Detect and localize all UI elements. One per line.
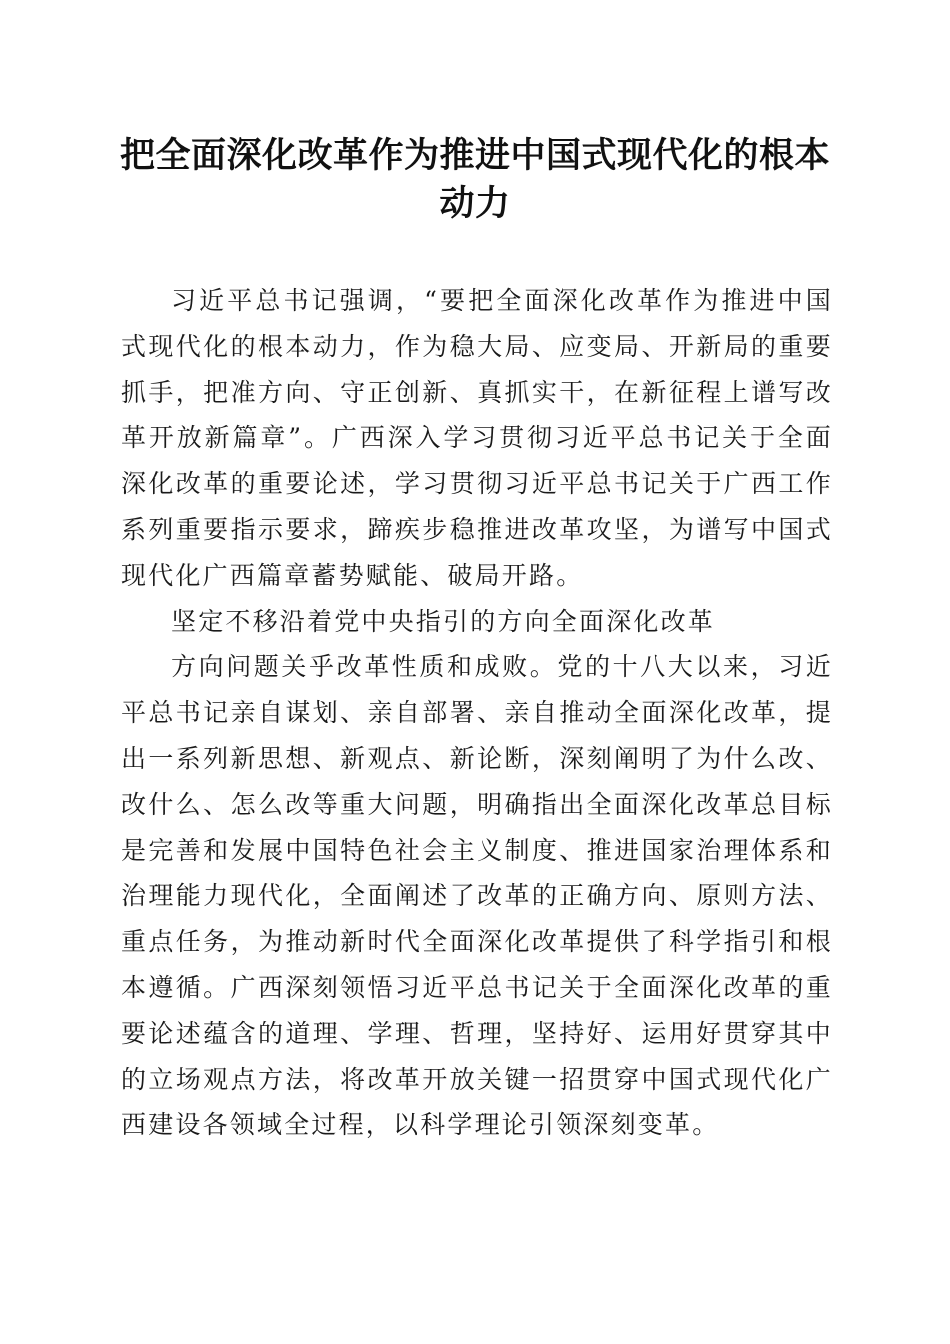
document-title: 把全面深化改革作为推进中国式现代化的根本动力 <box>119 135 830 224</box>
paragraph-direction: 方向问题关乎改革性质和成败。党的十八大以来，习近平总书记亲自谋划、亲自部署、亲自推动全面深化改革，提出一系列新思想、新观点、新论断，深刻阐明了为什么改、改什么、怎么改等重大问题，明确指出全面深化改革总目标是完善和发展中国特色社会主义制度、推进国家治理体系和治理能力现代化，全面阐述了改革的正确方向、原则方法、重点任务，为推动新时代全面深化改革提供了科学指引和根本遵循。广西深刻领悟习近平总书记关于全面深化改革的重要论述蕴含的道理、学理、哲理，坚持好、运用好贯穿其中的立场观点方法，将改革开放关键一招贯穿中国式现代化广西建设各领域全过程，以科学理论引领深刻变革。 <box>121 652 833 1140</box>
section-heading: 坚定不移沿着党中央指引的方向全面深化改革 <box>171 606 716 636</box>
document-body <box>121 278 833 1148</box>
paragraph-intro: 习近平总书记强调，“要把全面深化改革作为推进中国式现代化的根本动力，作为稳大局、应变局、开新局的重要抓手，把准方向、守正创新、真抓实干，在新征程上谱写改革开放新篇章”。广西深入学习贯彻习近平总书记关于全面深化改革的重要论述，学习贯彻习近平总书记关于广西工作系列重要指示要求，蹄疾步稳推进改革攻坚，为谱写中国式现代化广西篇章蓄势赋能、破局开路。 <box>121 286 833 590</box>
